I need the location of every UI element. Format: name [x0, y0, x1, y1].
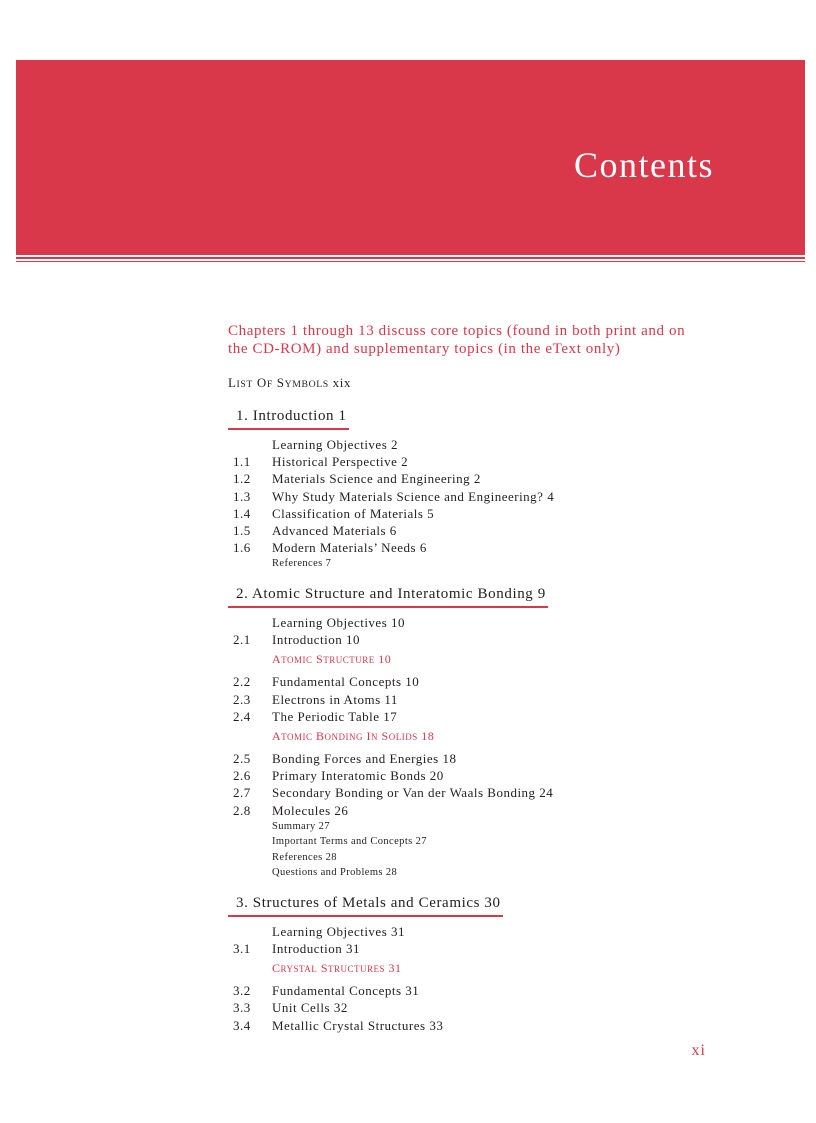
toc-subentry[interactable]: Summary 27 — [272, 820, 330, 832]
entry-number: 2.3 — [233, 691, 251, 707]
chapter-heading[interactable]: 3. Structures of Metals and Ceramics 30 — [228, 893, 503, 917]
entry-number — [228, 436, 272, 453]
section-group-heading[interactable] — [228, 651, 728, 669]
toc-entry[interactable] — [228, 691, 728, 708]
chapter-2 — [228, 584, 728, 881]
entry-title: Learning Objectives 31 — [272, 923, 406, 939]
entry-title: Introduction 31 — [272, 940, 361, 956]
entry-number: 1.5 — [233, 523, 251, 539]
toc-entry[interactable] — [228, 505, 728, 522]
entry-number: 3.2 — [233, 983, 251, 999]
entry-number: 1.2 — [233, 471, 251, 487]
entry-title: Unit Cells 32 — [272, 1000, 348, 1016]
list-of-symbols-entry[interactable] — [228, 375, 351, 391]
toc-entry[interactable] — [228, 923, 728, 940]
toc-entry[interactable] — [228, 488, 728, 505]
entry-title: Learning Objectives 2 — [272, 437, 399, 452]
chapter-1 — [228, 406, 728, 572]
toc-entry[interactable] — [228, 614, 728, 631]
toc-subentry[interactable]: Questions and Problems 28 — [272, 867, 398, 879]
entry-number: 1.4 — [233, 505, 251, 521]
entry-title: Advanced Materials 6 — [272, 523, 397, 539]
entry-title: Historical Perspective 2 — [272, 454, 409, 470]
entry-number: 1.6 — [233, 540, 251, 556]
toc-entry[interactable] — [228, 436, 728, 453]
toc-entry[interactable] — [228, 802, 728, 819]
toc-entry[interactable] — [228, 470, 728, 487]
entry-title: Introduction 10 — [272, 632, 361, 648]
entry-title: Fundamental Concepts 31 — [272, 983, 420, 999]
entry-number — [228, 923, 272, 940]
entry-number: 1.3 — [233, 488, 251, 504]
group-label: ATOMIC STRUCTURE — [272, 652, 375, 667]
toc-entry[interactable] — [228, 999, 728, 1016]
entry-number: 2.4 — [233, 708, 251, 724]
chapter-heading[interactable]: 1. Introduction 1 — [228, 406, 349, 430]
symbols-page: xix — [332, 375, 352, 390]
entry-number: 3.4 — [233, 1017, 251, 1033]
toc-entry[interactable] — [228, 673, 728, 690]
entry-title: Electrons in Atoms 11 — [272, 691, 398, 707]
entry-title: Secondary Bonding or Van der Waals Bonding 24 — [272, 785, 554, 801]
table-of-contents — [228, 406, 728, 1046]
entry-number — [228, 614, 272, 631]
entry-number: 2.6 — [233, 768, 251, 784]
toc-subentry[interactable]: References 28 — [272, 851, 337, 863]
symbols-label: LIST OF SYMBOLS — [228, 375, 329, 390]
entry-title: Why Study Materials Science and Engineering? 4 — [272, 488, 555, 504]
entry-title: The Periodic Table 17 — [272, 708, 398, 724]
section-group-heading[interactable] — [228, 728, 728, 746]
entry-title: Metallic Crystal Structures 33 — [272, 1017, 444, 1033]
toc-subentry[interactable]: References 7 — [272, 558, 332, 570]
toc-entry[interactable] — [228, 982, 728, 999]
entry-title: Fundamental Concepts 10 — [272, 674, 420, 690]
entry-title: Bonding Forces and Energies 18 — [272, 750, 457, 766]
entry-number: 1.1 — [233, 454, 251, 470]
entry-title: Learning Objectives 10 — [272, 614, 406, 630]
entry-number: 2.1 — [233, 632, 251, 648]
header-rule-thin — [16, 261, 805, 262]
group-label: CRYSTAL STRUCTURES — [272, 961, 386, 976]
toc-entry[interactable] — [228, 631, 728, 648]
toc-entry[interactable] — [228, 539, 728, 556]
entry-title: Materials Science and Engineering 2 — [272, 471, 481, 487]
toc-entry[interactable] — [228, 784, 728, 801]
entry-number: 2.5 — [233, 750, 251, 766]
header-rule — [16, 257, 805, 259]
group-page: 10 — [378, 652, 392, 667]
toc-entry[interactable] — [228, 708, 728, 725]
intro-note: Chapters 1 through 13 discuss core topics (found in both print and on the CD-ROM) and supplementary topics (in the eText only) — [228, 323, 686, 357]
entry-number: 3.3 — [233, 1000, 251, 1016]
chapter-3 — [228, 893, 728, 1034]
chapter-heading[interactable]: 2. Atomic Structure and Interatomic Bonding 9 — [228, 584, 548, 608]
page-number: xi — [691, 1042, 706, 1059]
section-group-heading[interactable] — [228, 960, 728, 978]
toc-entry[interactable] — [228, 940, 728, 957]
page-title: Contents — [573, 145, 714, 185]
toc-entry[interactable] — [228, 453, 728, 470]
entry-number: 2.2 — [233, 674, 251, 690]
entry-number: 3.1 — [233, 940, 251, 956]
entry-title: Classification of Materials 5 — [272, 505, 435, 521]
group-page: 18 — [421, 728, 435, 743]
toc-entry[interactable] — [228, 522, 728, 539]
toc-subentry[interactable]: Important Terms and Concepts 27 — [272, 836, 427, 848]
group-label: ATOMIC BONDING IN SOLIDS — [272, 728, 418, 743]
entry-title: Primary Interatomic Bonds 20 — [272, 768, 444, 784]
group-page: 31 — [388, 961, 402, 976]
toc-entry[interactable] — [228, 1017, 728, 1034]
toc-entry[interactable] — [228, 767, 728, 784]
entry-title: Molecules 26 — [272, 802, 349, 818]
entry-number: 2.8 — [233, 802, 251, 818]
entry-number: 2.7 — [233, 785, 251, 801]
entry-title: Modern Materials’ Needs 6 — [272, 540, 427, 556]
toc-entry[interactable] — [228, 750, 728, 767]
